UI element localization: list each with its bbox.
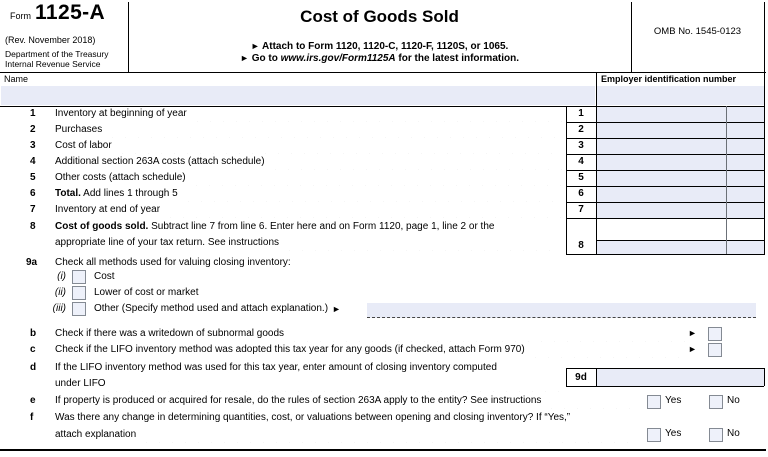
line-label: Additional section 263A costs (attach schedule) xyxy=(55,156,265,167)
line-2-row xyxy=(30,122,562,138)
dot-leader xyxy=(186,170,562,186)
cents-column-divider xyxy=(726,106,727,254)
right-pointer-icon: ► xyxy=(332,304,341,314)
line-9f-row xyxy=(30,410,752,426)
line-8-row xyxy=(30,219,566,235)
line-number: c xyxy=(30,344,36,355)
dot-leader xyxy=(525,342,686,358)
divider xyxy=(0,72,766,73)
writedown-checkbox[interactable] xyxy=(708,327,722,341)
line-number: 3 xyxy=(30,140,36,151)
line-label: Inventory at end of year xyxy=(55,204,161,215)
form-number: 1125-A xyxy=(35,1,106,24)
line-label: Cost of goods sold. Subtract line 7 from line 6. Enter here and on Form 1120, page 1, line 2 or the xyxy=(55,221,495,232)
form-title: Cost of Goods Sold xyxy=(300,7,459,26)
omb-number: OMB No. 1545-0123 xyxy=(653,26,742,37)
irs-label: Internal Revenue Service xyxy=(5,59,101,69)
method-row-lower-of-cost-or-market xyxy=(42,285,362,301)
entry-box-number: 1 xyxy=(578,108,584,119)
no-label: No xyxy=(727,428,740,439)
line-number: 7 xyxy=(30,204,36,215)
method-row-cost xyxy=(42,269,362,285)
attach-text: Attach to Form 1120, 1120-C, 1120-F, 1120S, or 1065. xyxy=(262,41,509,52)
line-number: 5 xyxy=(30,172,36,183)
line-6-amount-field[interactable] xyxy=(597,187,764,202)
line-7-amount-field[interactable] xyxy=(597,203,764,218)
entry-box-number: 9d xyxy=(575,372,587,383)
line-8-amount-field[interactable] xyxy=(597,241,764,254)
other-method-field[interactable] xyxy=(367,303,756,318)
line-1-amount-field[interactable] xyxy=(597,107,764,122)
roman-numeral-label: (i) xyxy=(57,271,66,282)
dot-leader xyxy=(178,186,562,202)
line-number: d xyxy=(30,362,37,373)
line-8-row-continued xyxy=(55,235,562,251)
divider xyxy=(631,2,632,72)
method-row-other xyxy=(42,301,382,317)
divider xyxy=(764,368,765,386)
lifo-adopted-checkbox[interactable] xyxy=(708,343,722,357)
line-number: e xyxy=(30,395,36,406)
line-label: Total. Add lines 1 through 5 xyxy=(55,188,178,199)
line-label: appropriate line of your tax return. See instructions xyxy=(55,237,280,248)
line-label: Check all methods used for valuing closing inventory: xyxy=(55,257,291,268)
entry-box-number: 5 xyxy=(578,172,584,183)
dot-leader xyxy=(112,138,562,154)
line-3-amount-field[interactable] xyxy=(597,139,764,154)
line-9c-row xyxy=(30,342,686,358)
dot-leader xyxy=(187,106,562,122)
line-4-amount-field[interactable] xyxy=(597,155,764,170)
dot-leader xyxy=(136,427,632,443)
entry-box-number: 3 xyxy=(578,140,584,151)
line-label: Cost of labor xyxy=(55,140,112,151)
right-pointer-icon: ► xyxy=(688,344,697,354)
goto-instruction xyxy=(128,52,631,65)
line-2-amount-field[interactable] xyxy=(597,123,764,138)
entry-box-number: 7 xyxy=(578,204,584,215)
line-label: under LIFO xyxy=(55,378,106,389)
line-label: attach explanation xyxy=(55,429,137,440)
goto-url-link[interactable]: www.irs.gov/Form1125A xyxy=(280,53,396,64)
form-word-label: Form xyxy=(10,11,31,21)
right-pointer-icon: ► xyxy=(240,53,249,63)
line-5-row xyxy=(30,170,562,186)
line-number: 1 xyxy=(30,108,36,119)
line-9f-yes-checkbox[interactable] xyxy=(647,428,661,442)
line-number: f xyxy=(30,412,34,423)
method-label: Lower of cost or market xyxy=(94,287,199,298)
dot-leader xyxy=(279,235,562,251)
line-label: If property is produced or acquired for resale, do the rules of section 263A apply to the entity? See instructions xyxy=(55,395,542,406)
line-label: Inventory at beginning of year xyxy=(55,108,187,119)
name-field[interactable] xyxy=(1,86,595,105)
bottom-rule xyxy=(0,449,766,451)
divider xyxy=(566,106,567,254)
line-number: 4 xyxy=(30,156,36,167)
divider xyxy=(596,72,597,254)
dot-leader xyxy=(265,154,562,170)
line-number: 6 xyxy=(30,188,36,199)
entry-box-number: 4 xyxy=(578,156,584,167)
line-9f-no-checkbox[interactable] xyxy=(709,428,723,442)
line-1-row xyxy=(30,106,562,122)
line-label: Purchases xyxy=(55,124,103,135)
dot-leader xyxy=(160,202,562,218)
other-method-checkbox[interactable] xyxy=(72,302,86,316)
line-number: 8 xyxy=(30,221,36,232)
form-revision: (Rev. November 2018) xyxy=(5,35,96,45)
line-9d-amount-field[interactable] xyxy=(597,369,764,386)
dot-leader xyxy=(284,326,686,342)
line-7-row xyxy=(30,202,562,218)
yes-label: Yes xyxy=(665,395,682,406)
lower-of-cost-or-market-checkbox[interactable] xyxy=(72,286,86,300)
line-9e-yes-checkbox[interactable] xyxy=(647,395,661,409)
method-label: Other (Specify method used and attach explanation.) xyxy=(94,303,329,314)
yes-label: Yes xyxy=(665,428,682,439)
line-4-row xyxy=(30,154,562,170)
line-label: Other costs (attach schedule) xyxy=(55,172,186,183)
ein-field[interactable] xyxy=(597,86,764,105)
line-9d-row xyxy=(30,360,590,376)
roman-numeral-label: (iii) xyxy=(52,303,66,314)
divider xyxy=(764,2,765,254)
line-9d-row-continued xyxy=(55,376,562,392)
divider xyxy=(596,240,765,241)
method-label: Cost xyxy=(94,271,115,282)
line-number: 9a xyxy=(26,257,38,268)
line-label: If the LIFO inventory method was used for this tax year, enter amount of closing inventory computed xyxy=(55,362,497,373)
line-5-amount-field[interactable] xyxy=(597,171,764,186)
entry-box-number: 2 xyxy=(578,124,584,135)
entry-box-number: 8 xyxy=(578,240,584,251)
line-9e-row xyxy=(30,393,632,409)
right-pointer-icon: ► xyxy=(688,328,697,338)
entry-box-number: 6 xyxy=(578,188,584,199)
dot-leader xyxy=(102,122,562,138)
line-label: Check if the LIFO inventory method was adopted this tax year for any goods (if checked, attach Form 970) xyxy=(55,344,525,355)
line-9b-row xyxy=(30,326,686,342)
right-pointer-icon: ► xyxy=(250,41,260,51)
goto-suffix: for the latest information. xyxy=(395,53,519,64)
divider xyxy=(566,386,764,387)
treasury-label: Department of the Treasury xyxy=(5,49,109,59)
line-number: 2 xyxy=(30,124,36,135)
divider xyxy=(566,254,765,255)
cost-checkbox[interactable] xyxy=(72,270,86,284)
line-9f-row-continued xyxy=(55,427,632,443)
line-number: b xyxy=(30,328,37,339)
line-6-row xyxy=(30,186,562,202)
name-label: Name xyxy=(4,74,29,84)
line-label: Check if there was a writedown of subnormal goods xyxy=(55,328,285,339)
dot-leader xyxy=(106,376,562,392)
ein-label: Employer identification number xyxy=(601,74,737,84)
roman-numeral-label: (ii) xyxy=(54,287,66,298)
divider xyxy=(128,2,129,72)
line-3-row xyxy=(30,138,562,154)
line-9e-no-checkbox[interactable] xyxy=(709,395,723,409)
no-label: No xyxy=(727,395,740,406)
goto-prefix: Go to xyxy=(251,53,281,64)
dot-leader xyxy=(541,393,632,409)
line-label: Was there any change in determining quantities, cost, or valuations between opening and closing inventory? If “Yes,” xyxy=(55,412,571,423)
